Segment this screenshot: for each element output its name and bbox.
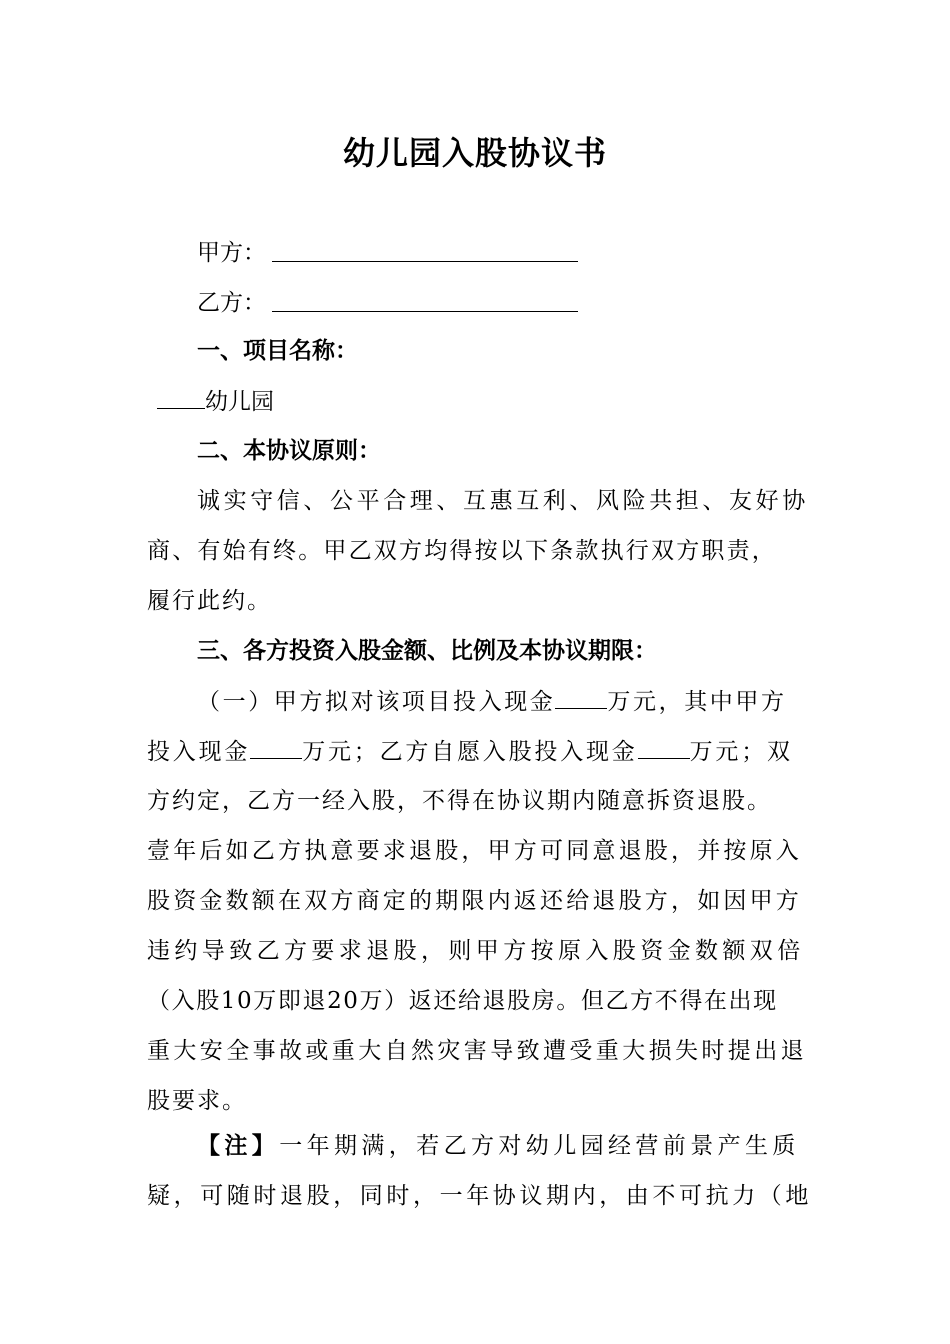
section2-heading: 二、本协议原则： bbox=[197, 438, 381, 464]
document-title: 幼儿园入股协议书 bbox=[342, 134, 607, 172]
party-b-blank bbox=[272, 311, 578, 312]
party-a-label: 甲方： bbox=[197, 240, 266, 266]
clause1-line-7: （入股10万即退20万）返还给退股房。但乙方不得在出现 bbox=[147, 988, 778, 1014]
note-line1-text: 一年期满，若乙方对幼儿园经营前景产生质 bbox=[279, 1133, 800, 1159]
total-investment-blank bbox=[555, 686, 607, 709]
clause1-line-6: 违约导致乙方要求退股，则甲方按原入股资金数额双倍 bbox=[147, 938, 805, 964]
party-b-cash-blank bbox=[638, 736, 690, 759]
project-name-blank bbox=[157, 386, 205, 409]
clause1-line-8: 重大安全事故或重大自然灾害导致遭受重大损失时提出退 bbox=[147, 1038, 807, 1064]
clause1-line1-text-a: （一）甲方拟对该项目投入现金 bbox=[197, 689, 556, 715]
party-a-cash-blank bbox=[250, 736, 302, 759]
clause1-line2-text-b: 万元；乙方自愿入股投入现金 bbox=[302, 739, 638, 765]
principles-line-3: 履行此约。 bbox=[147, 588, 272, 614]
note-label: 【注】 bbox=[197, 1133, 280, 1159]
section1-heading: 一、项目名称： bbox=[197, 338, 358, 364]
clause1-line-9: 股要求。 bbox=[147, 1088, 247, 1114]
clause1-line-4: 壹年后如乙方执意要求退股，甲方可同意退股，并按原入 bbox=[147, 838, 802, 864]
clause1-line1-text-b: 万元，其中甲方 bbox=[607, 689, 787, 715]
clause1-line2-text-c: 万元；双 bbox=[689, 739, 793, 765]
section3-heading: 三、各方投资入股金额、比例及本协议期限： bbox=[197, 638, 657, 664]
clause1-line-2 bbox=[147, 736, 793, 767]
project-name-line bbox=[157, 386, 274, 417]
clause1-line-1 bbox=[197, 686, 787, 717]
clause1-line-5: 股资金数额在双方商定的期限内返还给退股方，如因甲方 bbox=[147, 888, 802, 914]
party-b-label: 乙方： bbox=[197, 290, 266, 316]
principles-line-1: 诚实守信、公平合理、互惠互利、风险共担、友好协 bbox=[197, 488, 809, 514]
clause1-line2-text-a: 投入现金 bbox=[147, 739, 251, 765]
note-line-1 bbox=[197, 1131, 800, 1161]
clause1-line-3: 方约定，乙方一经入股，不得在协议期内随意拆资退股。 bbox=[147, 788, 772, 814]
note-line-2: 疑，可随时退股，同时，一年协议期内，由不可抗力（地 bbox=[147, 1183, 812, 1209]
project-name-suffix: 幼儿园 bbox=[205, 389, 274, 415]
principles-line-2: 商、有始有终。甲乙双方均得按以下条款执行双方职责， bbox=[147, 538, 777, 564]
party-a-blank bbox=[272, 261, 578, 262]
